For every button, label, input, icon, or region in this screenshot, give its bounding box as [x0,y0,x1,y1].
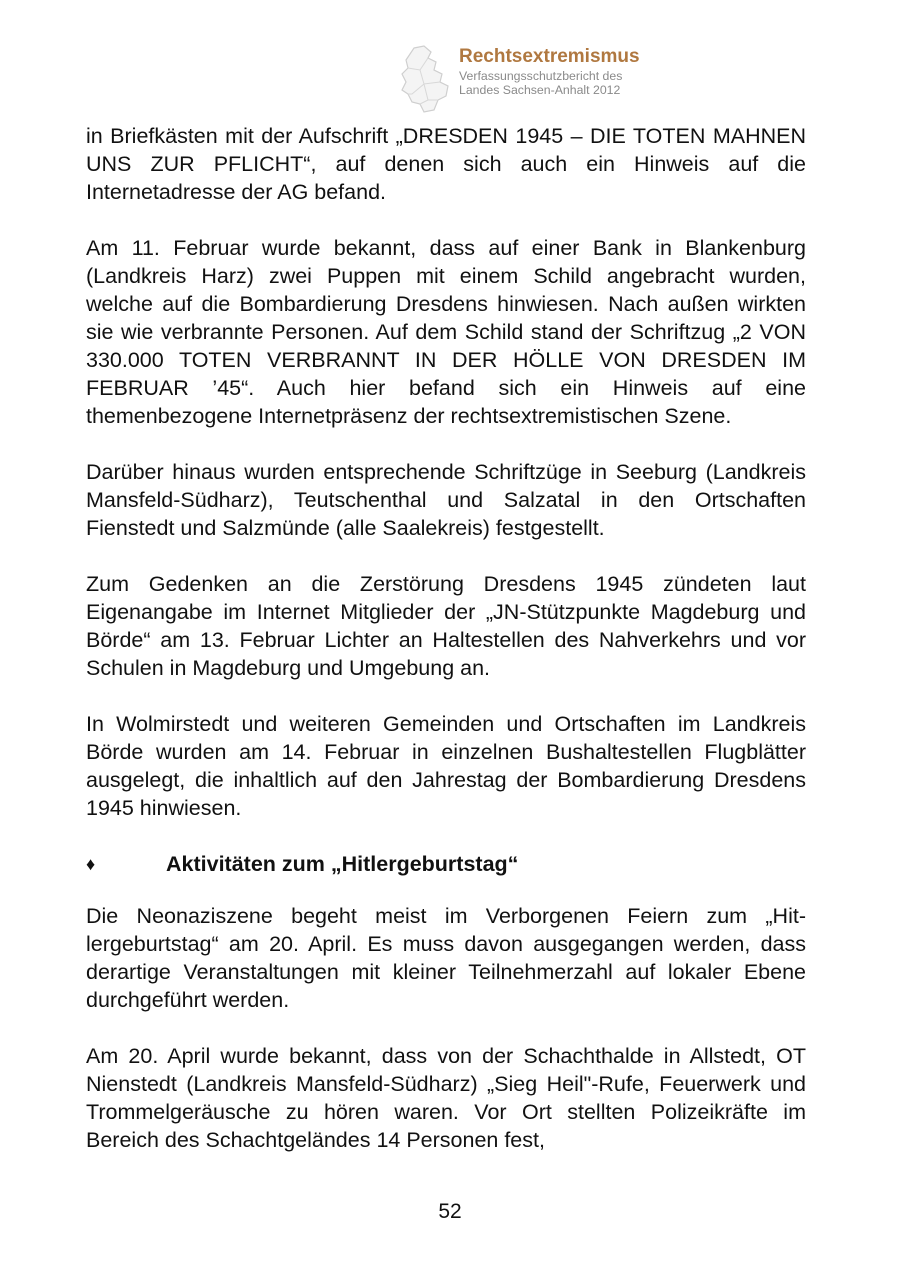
paragraph: Am 20. April wurde bekannt, dass von der Schachthalde in Allstedt, OT Nienstedt (Landkreis Mansfeld-Südharz) „Sieg Heil"-Rufe, Feuerwerk und Trommelgeräusche zu hören waren. Vor Ort stellten Polizeikräfte im Bereich des Schachtgeländes 14 Personen fest, [86,1044,806,1152]
paragraph: in Briefkästen mit der Aufschrift „DRESDEN 1945 – DIE TOTEN MAHNEN UNS ZUR PFLICHT“, auf denen sich auch ein Hinweis auf die Internetadresse der AG befand. [86,124,806,204]
page-header [398,44,728,116]
header-subtitle-line1: Verfassungsschutzbericht des [459,69,623,83]
saxony-anhalt-map-icon [398,44,458,114]
page-body [86,122,806,1154]
section-heading [86,850,806,878]
header-subtitle-line2: Landes Sachsen-Anhalt 2012 [459,83,621,97]
diamond-bullet-icon: ♦ [86,854,96,874]
paragraph: Darüber hinaus wurden entsprechende Schriftzüge in Seeburg (Landkreis Mansfeld-Südharz), Teutschenthal und Salzatal in den Ortschaften Fienstedt und Salzmünde (alle Saalekreis) festgestellt. [86,460,806,540]
section-heading-title: Aktivitäten zum „Hitlergeburtstag“ [166,852,519,876]
paragraph: Am 11. Februar wurde bekannt, dass auf einer Bank in Blankenburg (Landkreis Harz) zwei Puppen mit einem Schild angebracht wurden, welche auf die Bombardierung Dresdens hinwiesen. Nach außen wirkten sie wie verbrannte Personen. Auf dem Schild stand der Schriftzug „2 VON 330.000 TOTEN VERBRANNT IN DER HÖLLE VON DRESDEN IM FEBRUAR ’45“. Auch hier befand sich ein Hinweis auf eine themenbezogene Internetpräsenz der rechtsextremistischen Szene. [86,236,806,428]
header-title: Rechtsextremismus [459,46,640,67]
paragraph: In Wolmirstedt und weiteren Gemeinden und Ortschaften im Landkreis Börde wurden am 14. Februar in einzelnen Bushaltestellen Flugblätter ausgelegt, die inhaltlich auf den Jahrestag der Bombardierung Dresdens 1945 hinwiesen. [86,712,806,820]
paragraph: Zum Gedenken an die Zerstörung Dresdens 1945 zündeten laut Eigenangabe im Internet Mitglieder der „JN-Stützpunkte Magdeburg und Börde“ am 13. Februar Lichter an Haltestellen des Nahverkehrs und vor Schulen in Magdeburg und Umgebung an. [86,572,806,680]
paragraph: Die Neonaziszene begeht meist im Verborgenen Feiern zum „Hitlergeburtstag“ am 20. April. Es muss davon ausgegangen werden, dass derartige Veranstaltungen mit kleiner Teilnehmerzahl auf lokaler Ebene durchgeführt werden. [86,904,806,1012]
page-number: 52 [438,1200,462,1223]
